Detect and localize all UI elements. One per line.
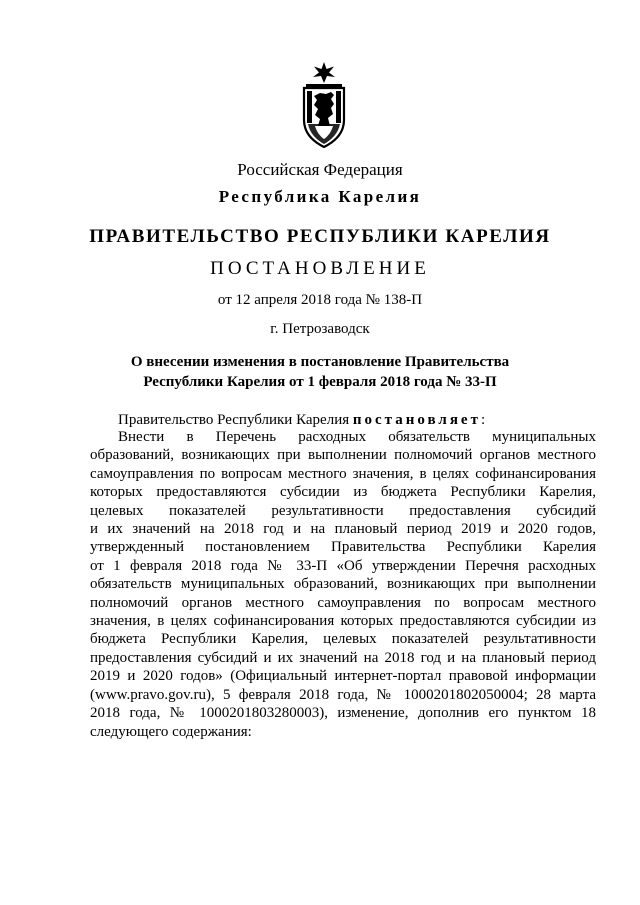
body-line: Внести в Перечень расходных обязательств муниципальных bbox=[118, 429, 596, 445]
republic-name: Республика Карелия bbox=[218, 187, 422, 206]
body-line: предоставления субсидий и их значений на 2018 год и на плановый период bbox=[90, 649, 596, 666]
body-line: которых предоставляются субсидии из бюджета Республики Карелия, bbox=[90, 484, 596, 501]
preamble-prefix: Правительство Республики Карелия bbox=[118, 412, 353, 428]
body-line: значения, в целях софинансирования которых предоставляются субсидии из bbox=[90, 613, 596, 630]
body-line: бюджета Республики Карелия, целевых показателей результативности bbox=[90, 631, 596, 648]
document-subject bbox=[0, 352, 640, 392]
body-line: от 1 февраля 2018 года № 33-П «Об утверждении Перечня расходных bbox=[90, 557, 596, 574]
body-line: и их значений на 2018 год и на плановый период 2019 и 2020 годов, bbox=[90, 521, 596, 538]
body-line: следующего содержания: bbox=[90, 723, 252, 740]
body-line: целевых показателей результативности предоставления субсидий bbox=[90, 502, 596, 519]
preamble-suffix: : bbox=[480, 412, 486, 428]
body-line: (www.pravo.gov.ru), 5 февраля 2018 года, № 1000201802050004; 28 марта bbox=[90, 686, 596, 703]
body-line: утвержденный постановлением Правительства Республики Карелия bbox=[90, 539, 596, 556]
karelia-coat-of-arms-icon bbox=[298, 62, 350, 148]
preamble-emphasis: постановляет bbox=[352, 412, 481, 428]
subject-line-1: О внесении изменения в постановление Правительства bbox=[130, 354, 510, 370]
government-title: ПРАВИТЕЛЬСТВО РЕСПУБЛИКИ КАРЕЛИЯ bbox=[89, 226, 551, 247]
body-line: 2018 года, № 1000201803280003), изменение, дополнив его пунктом 18 bbox=[90, 705, 596, 722]
body-line: обязательств муниципальных образований, возникающих при выполнении bbox=[90, 576, 596, 593]
document-city: г. Петрозаводск bbox=[270, 321, 370, 337]
body-line: образований, возникающих при выполнении полномочий органов местного bbox=[90, 447, 596, 464]
body-line: полномочий органов местного самоуправления по вопросам местного bbox=[90, 594, 596, 611]
document-date-number: от 12 апреля 2018 года № 138-П bbox=[217, 292, 423, 308]
preamble bbox=[118, 410, 485, 430]
subject-line-2: Республики Карелия от 1 февраля 2018 года № 33-П bbox=[143, 374, 497, 390]
document-type: ПОСТАНОВЛЕНИЕ bbox=[210, 258, 430, 279]
body-paragraph bbox=[90, 428, 596, 741]
country-name: Российская Федерация bbox=[237, 160, 403, 179]
body-line: 2019 и 2020 годов» (Официальный интернет-портал правовой информации bbox=[90, 668, 596, 685]
body-line: самоуправления по вопросам местного значения, в целях софинансирования bbox=[90, 465, 596, 482]
